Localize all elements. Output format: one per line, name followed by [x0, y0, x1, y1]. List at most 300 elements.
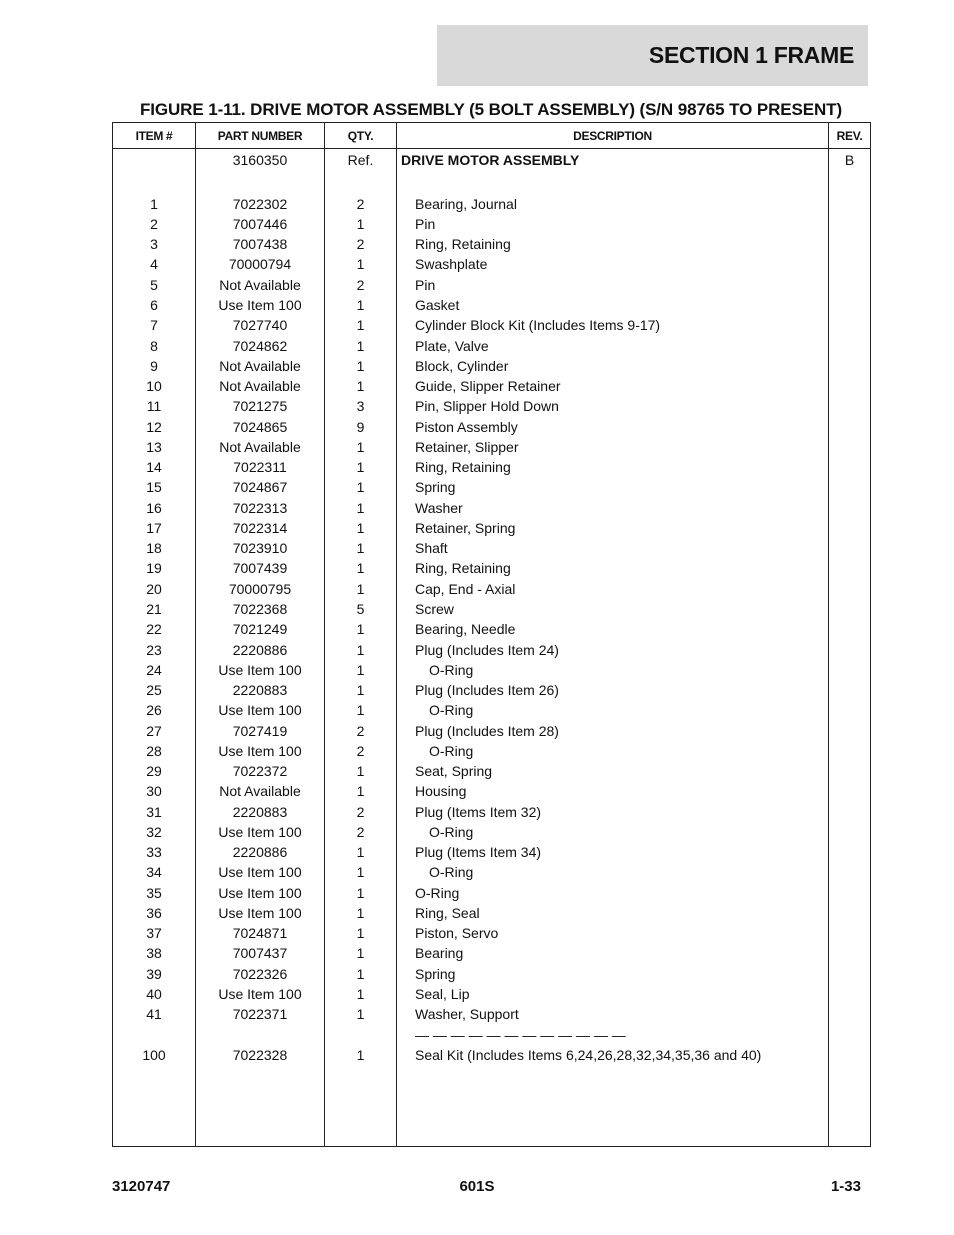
description-text: Washer	[415, 499, 463, 516]
description-cell	[397, 477, 829, 497]
description-cell	[397, 1126, 829, 1147]
description-cell	[397, 254, 829, 274]
part-number-cell: Not Available	[196, 376, 325, 396]
part-number-cell: 7022314	[196, 518, 325, 538]
description-text: Plug (Items Item 32)	[415, 803, 542, 820]
part-number-cell: Use Item 100	[196, 984, 325, 1004]
qty-cell: 1	[325, 862, 397, 882]
description-text: Spring	[415, 479, 456, 496]
rev-cell	[829, 903, 871, 923]
rev-cell	[829, 295, 871, 315]
part-number-cell: 7021275	[196, 396, 325, 416]
rev-cell	[829, 862, 871, 882]
part-number-cell: Not Available	[196, 781, 325, 801]
qty-cell: 2	[325, 234, 397, 254]
column-header-qty: QTY.	[325, 123, 397, 149]
qty-cell: 1	[325, 457, 397, 477]
rev-cell	[829, 1004, 871, 1024]
description-text: Retainer, Slipper	[415, 438, 519, 455]
part-number-cell	[196, 1065, 325, 1085]
rev-cell	[829, 741, 871, 761]
item-cell: 8	[113, 335, 196, 355]
table-row	[113, 437, 871, 457]
rev-cell	[829, 680, 871, 700]
description-text: Shaft	[415, 540, 448, 557]
qty-cell: 1	[325, 883, 397, 903]
item-cell	[113, 1085, 196, 1105]
qty-cell: 2	[325, 741, 397, 761]
description-cell	[397, 761, 829, 781]
table-row	[113, 335, 871, 355]
description-text: Seal Kit (Includes Items 6,24,26,28,32,34,35,36 and 40)	[415, 1046, 762, 1063]
rev-cell	[829, 842, 871, 862]
table-row	[113, 275, 871, 295]
part-number-cell	[196, 1126, 325, 1147]
description-cell	[397, 660, 829, 680]
qty-cell	[325, 1105, 397, 1125]
description-text: Seal, Lip	[415, 986, 470, 1003]
description-text: O-Ring	[429, 661, 474, 678]
qty-cell: 2	[325, 802, 397, 822]
part-number-cell: 3160350	[196, 149, 325, 174]
qty-cell: 1	[325, 295, 397, 315]
part-number-cell: 7007446	[196, 214, 325, 234]
rev-cell	[829, 1065, 871, 1085]
description-cell	[397, 1004, 829, 1024]
qty-cell: 1	[325, 680, 397, 700]
description-cell	[397, 903, 829, 923]
description-cell	[397, 862, 829, 882]
qty-cell: 1	[325, 842, 397, 862]
description-text: Bearing, Journal	[415, 195, 517, 212]
item-cell	[113, 1065, 196, 1085]
part-number-cell	[196, 1105, 325, 1125]
description-text: Swashplate	[415, 256, 488, 273]
qty-cell: 1	[325, 619, 397, 639]
qty-cell: 1	[325, 558, 397, 578]
part-number-cell: 2220883	[196, 802, 325, 822]
table-row	[113, 498, 871, 518]
part-number-cell: 7022371	[196, 1004, 325, 1024]
item-cell: 34	[113, 862, 196, 882]
description-cell	[397, 376, 829, 396]
qty-cell: 1	[325, 943, 397, 963]
description-text: Guide, Slipper Retainer	[415, 378, 561, 395]
description-text	[401, 1108, 415, 1124]
description-cell	[397, 1105, 829, 1125]
description-cell	[397, 194, 829, 214]
description-cell	[397, 639, 829, 659]
rev-cell	[829, 376, 871, 396]
item-cell: 35	[113, 883, 196, 903]
item-cell: 5	[113, 275, 196, 295]
qty-cell: 1	[325, 923, 397, 943]
item-cell: 40	[113, 984, 196, 1004]
description-cell	[397, 700, 829, 720]
rev-cell	[829, 1024, 871, 1044]
qty-cell: 1	[325, 639, 397, 659]
description-cell	[397, 802, 829, 822]
description-cell	[397, 396, 829, 416]
part-number-cell: Use Item 100	[196, 883, 325, 903]
item-cell	[113, 1126, 196, 1147]
description-text: Bearing, Needle	[415, 621, 516, 638]
part-number-cell: Use Item 100	[196, 700, 325, 720]
rev-cell	[829, 275, 871, 295]
part-number-cell	[196, 1085, 325, 1105]
description-cell	[397, 943, 829, 963]
part-number-cell: 70000794	[196, 254, 325, 274]
item-cell	[113, 1024, 196, 1044]
description-text: Spring	[415, 965, 456, 982]
footer-doc-number: 3120747	[112, 1178, 171, 1195]
table-row	[113, 720, 871, 740]
item-cell: 26	[113, 700, 196, 720]
item-cell: 33	[113, 842, 196, 862]
part-number-cell: Not Available	[196, 356, 325, 376]
item-cell: 27	[113, 720, 196, 740]
description-text: Plug (Includes Item 26)	[415, 682, 559, 699]
item-cell: 14	[113, 457, 196, 477]
item-cell: 37	[113, 923, 196, 943]
column-header-rev: REV.	[829, 123, 871, 149]
description-text: Plate, Valve	[415, 337, 489, 354]
rev-cell	[829, 356, 871, 376]
qty-cell: 1	[325, 579, 397, 599]
item-cell	[113, 1105, 196, 1125]
description-cell	[397, 214, 829, 234]
part-number-cell: 7007437	[196, 943, 325, 963]
item-cell: 20	[113, 579, 196, 599]
qty-cell: 2	[325, 720, 397, 740]
qty-cell: 1	[325, 984, 397, 1004]
rev-cell	[829, 234, 871, 254]
rev-cell	[829, 883, 871, 903]
description-cell	[397, 538, 829, 558]
rev-cell	[829, 173, 871, 193]
qty-cell: 1	[325, 964, 397, 984]
table-row	[113, 1004, 871, 1024]
description-text: Plug (Includes Item 28)	[415, 722, 559, 739]
rev-cell	[829, 984, 871, 1004]
table-row	[113, 376, 871, 396]
item-cell: 23	[113, 639, 196, 659]
table-row	[113, 558, 871, 578]
item-cell: 24	[113, 660, 196, 680]
qty-cell: 1	[325, 1045, 397, 1065]
rev-cell	[829, 1126, 871, 1147]
rev-cell	[829, 599, 871, 619]
description-cell	[397, 498, 829, 518]
description-cell	[397, 599, 829, 619]
table-row	[113, 396, 871, 416]
rev-cell	[829, 781, 871, 801]
rev-cell	[829, 416, 871, 436]
description-cell	[397, 1024, 829, 1044]
description-cell	[397, 518, 829, 538]
figure-title: FIGURE 1-11. DRIVE MOTOR ASSEMBLY (5 BOLT ASSEMBLY) (S/N 98765 TO PRESENT)	[139, 100, 843, 119]
footer-page-number: 1-33	[830, 1178, 861, 1195]
item-cell: 39	[113, 964, 196, 984]
table-row	[113, 1065, 871, 1085]
table-row	[113, 295, 871, 315]
part-number-cell: Use Item 100	[196, 822, 325, 842]
description-text: O-Ring	[429, 864, 474, 881]
part-number-cell: 7024871	[196, 923, 325, 943]
rev-cell	[829, 558, 871, 578]
item-cell: 7	[113, 315, 196, 335]
description-cell	[397, 295, 829, 315]
table-row	[113, 862, 871, 882]
table-row	[113, 518, 871, 538]
part-number-cell: 7022368	[196, 599, 325, 619]
table-row	[113, 1045, 871, 1065]
part-number-cell: 7027419	[196, 720, 325, 740]
table-row	[113, 1085, 871, 1105]
table-row	[113, 903, 871, 923]
rev-cell	[829, 437, 871, 457]
description-text: O-Ring	[415, 884, 460, 901]
part-number-cell: 2220886	[196, 842, 325, 862]
item-cell: 22	[113, 619, 196, 639]
rev-cell	[829, 457, 871, 477]
part-number-cell: Use Item 100	[196, 903, 325, 923]
item-cell: 18	[113, 538, 196, 558]
item-cell: 21	[113, 599, 196, 619]
table-row	[113, 1105, 871, 1125]
rev-cell	[829, 660, 871, 680]
table-row	[113, 822, 871, 842]
description-cell	[397, 275, 829, 295]
table-header-row	[113, 123, 871, 149]
qty-cell: 1	[325, 437, 397, 457]
rev-cell: B	[829, 149, 871, 174]
table-row	[113, 416, 871, 436]
rev-cell	[829, 315, 871, 335]
description-cell	[397, 781, 829, 801]
rev-cell	[829, 1085, 871, 1105]
part-number-cell: Not Available	[196, 275, 325, 295]
rev-cell	[829, 964, 871, 984]
table-row	[113, 1024, 871, 1044]
item-cell: 29	[113, 761, 196, 781]
description-text: Bearing	[415, 945, 464, 962]
rev-cell	[829, 254, 871, 274]
description-cell	[397, 984, 829, 1004]
table-row	[113, 457, 871, 477]
table-row	[113, 173, 871, 193]
item-cell: 10	[113, 376, 196, 396]
section-title: SECTION 1 FRAME	[648, 42, 854, 68]
part-number-cell: 2220883	[196, 680, 325, 700]
rev-cell	[829, 720, 871, 740]
parts-table	[112, 122, 871, 1147]
description-text: Ring, Seal	[415, 904, 480, 921]
table-row	[113, 1126, 871, 1147]
item-cell: 38	[113, 943, 196, 963]
qty-cell: 1	[325, 498, 397, 518]
table-row	[113, 943, 871, 963]
rev-cell	[829, 477, 871, 497]
qty-cell	[325, 1065, 397, 1085]
table-row	[113, 214, 871, 234]
part-number-cell: Use Item 100	[196, 741, 325, 761]
description-cell	[397, 964, 829, 984]
description-cell	[397, 842, 829, 862]
description-text: Plug (Items Item 34)	[415, 844, 542, 861]
qty-cell: 1	[325, 761, 397, 781]
rev-cell	[829, 943, 871, 963]
qty-cell: 1	[325, 254, 397, 274]
rev-cell	[829, 214, 871, 234]
table-row	[113, 315, 871, 335]
item-cell: 17	[113, 518, 196, 538]
item-cell: 36	[113, 903, 196, 923]
part-number-cell	[196, 1024, 325, 1044]
table-row	[113, 599, 871, 619]
table-row	[113, 842, 871, 862]
item-cell: 6	[113, 295, 196, 315]
description-text: Screw	[415, 600, 454, 617]
rev-cell	[829, 335, 871, 355]
rev-cell	[829, 194, 871, 214]
description-text: Pin	[415, 215, 436, 232]
description-text	[401, 175, 415, 191]
part-number-cell: 7022372	[196, 761, 325, 781]
rev-cell	[829, 923, 871, 943]
description-cell	[397, 234, 829, 254]
description-cell	[397, 457, 829, 477]
item-cell: 3	[113, 234, 196, 254]
item-cell: 41	[113, 1004, 196, 1024]
description-cell	[397, 335, 829, 355]
qty-cell: 1	[325, 903, 397, 923]
description-cell	[397, 416, 829, 436]
description-cell	[397, 1045, 829, 1065]
part-number-cell: Not Available	[196, 437, 325, 457]
part-number-cell: Use Item 100	[196, 295, 325, 315]
description-cell	[397, 923, 829, 943]
rev-cell	[829, 1045, 871, 1065]
part-number-cell: 7027740	[196, 315, 325, 335]
qty-cell	[325, 1126, 397, 1147]
description-text: O-Ring	[429, 823, 474, 840]
rev-cell	[829, 700, 871, 720]
qty-cell	[325, 1085, 397, 1105]
description-cell	[397, 822, 829, 842]
qty-cell: 2	[325, 822, 397, 842]
description-cell	[397, 1085, 829, 1105]
part-number-cell: 7021249	[196, 619, 325, 639]
column-header-description: DESCRIPTION	[397, 123, 829, 149]
description-cell	[397, 680, 829, 700]
rev-cell	[829, 619, 871, 639]
part-number-cell: 7024865	[196, 416, 325, 436]
item-cell	[113, 149, 196, 174]
description-text: Cap, End - Axial	[415, 580, 516, 597]
qty-cell: 2	[325, 275, 397, 295]
part-number-cell: 2220886	[196, 639, 325, 659]
qty-cell: 1	[325, 477, 397, 497]
item-cell: 13	[113, 437, 196, 457]
item-cell: 12	[113, 416, 196, 436]
footer-model: 601S	[459, 1178, 495, 1195]
rev-cell	[829, 822, 871, 842]
rev-cell	[829, 396, 871, 416]
part-number-cell: 7023910	[196, 538, 325, 558]
table-row	[113, 538, 871, 558]
description-cell	[397, 619, 829, 639]
description-text: Plug (Includes Item 24)	[415, 641, 559, 658]
qty-cell: 9	[325, 416, 397, 436]
description-text: Washer, Support	[415, 1006, 519, 1023]
section-header	[437, 25, 868, 86]
part-number-cell	[196, 173, 325, 193]
description-cell	[397, 149, 829, 174]
description-text: Piston Assembly	[415, 418, 518, 435]
description-cell	[397, 579, 829, 599]
description-text: DRIVE MOTOR ASSEMBLY	[401, 152, 580, 168]
qty-cell: 2	[325, 194, 397, 214]
part-number-cell: 7022313	[196, 498, 325, 518]
table-row	[113, 660, 871, 680]
part-number-cell: 70000795	[196, 579, 325, 599]
qty-cell	[325, 173, 397, 193]
item-cell: 31	[113, 802, 196, 822]
qty-cell: Ref.	[325, 149, 397, 174]
qty-cell: 1	[325, 538, 397, 558]
table-row	[113, 639, 871, 659]
description-text: O-Ring	[429, 742, 474, 759]
column-header-part-number: PART NUMBER	[196, 123, 325, 149]
description-text: Pin, Slipper Hold Down	[415, 398, 559, 415]
part-number-cell: 7022328	[196, 1045, 325, 1065]
item-cell: 30	[113, 781, 196, 801]
qty-cell: 3	[325, 396, 397, 416]
table-row	[113, 194, 871, 214]
table-row	[113, 802, 871, 822]
rev-cell	[829, 1105, 871, 1125]
item-cell: 2	[113, 214, 196, 234]
item-cell	[113, 173, 196, 193]
item-cell: 1	[113, 194, 196, 214]
description-text	[401, 1067, 415, 1083]
table-row	[113, 579, 871, 599]
item-cell: 9	[113, 356, 196, 376]
table-row	[113, 964, 871, 984]
table-row	[113, 761, 871, 781]
description-text: Gasket	[415, 296, 460, 313]
description-text	[401, 1128, 415, 1144]
description-text: Block, Cylinder	[415, 357, 509, 374]
table-row	[113, 149, 871, 174]
column-header-item: ITEM #	[113, 123, 196, 149]
table-row	[113, 619, 871, 639]
table-row	[113, 781, 871, 801]
table-row	[113, 234, 871, 254]
qty-cell: 1	[325, 781, 397, 801]
qty-cell: 5	[325, 599, 397, 619]
description-text: Cylinder Block Kit (Includes Items 9-17)	[415, 317, 661, 334]
description-cell	[397, 437, 829, 457]
description-text: Seat, Spring	[415, 763, 493, 780]
qty-cell: 1	[325, 315, 397, 335]
item-cell: 28	[113, 741, 196, 761]
part-number-cell: 7024862	[196, 335, 325, 355]
table-row	[113, 883, 871, 903]
description-cell	[397, 741, 829, 761]
part-number-cell: 7022302	[196, 194, 325, 214]
